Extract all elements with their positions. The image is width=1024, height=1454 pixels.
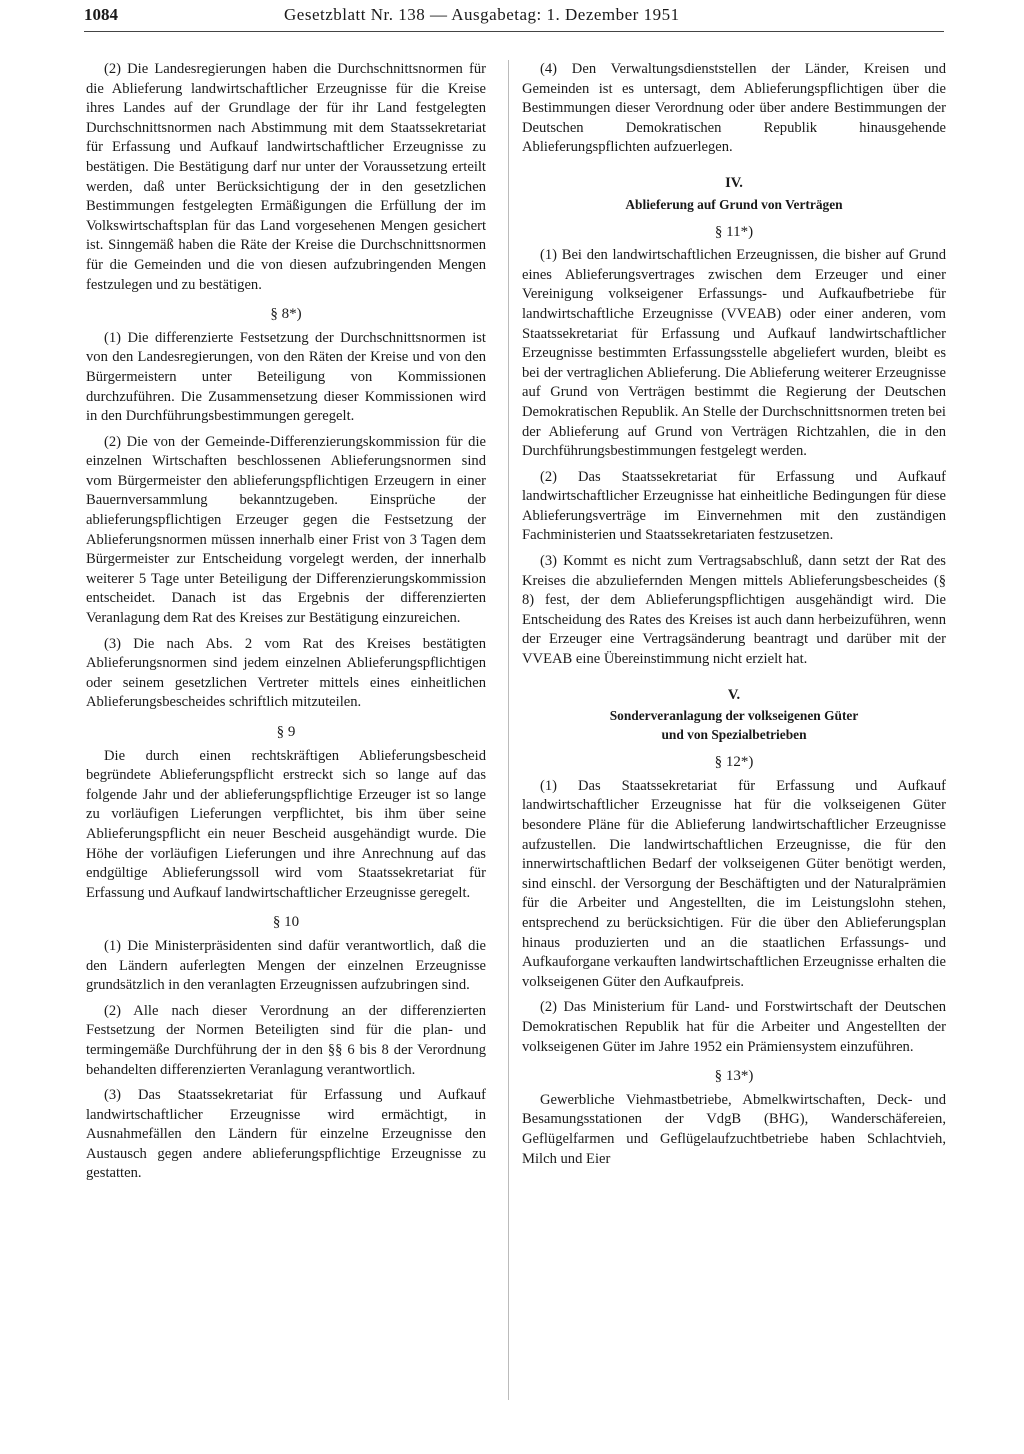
chapter-heading: Ablieferung auf Grund von Verträgen [625, 196, 843, 212]
section-heading: § 10 [272, 914, 300, 931]
paragraph: (3) Kommt es nicht zum Vertragsabschluß, dann setzt der Rat des Kreises die abzuliefernden Mengen mittels Ablieferungsbescheides (§ 8) fest, der dem Ablieferungspflichtigen ausgehändigt wird. Die Entscheidung des Rates des Kreises ist auch dann herbeizuführen, wenn der Erzeuger eine Vertragsänderung beantragt und darüber mit der VVEAB eine Übereinstimmung nicht erzielt hat. [522, 553, 946, 668]
chapter-heading-line2: und von Spezialbetrieben [661, 727, 807, 743]
paragraph: (3) Das Staatssekretariat für Erfassung und Aufkauf landwirtschaftlicher Erzeugnisse wird ermächtigt, in Ausnahmefällen den Ländern für einzelne Erzeugnisse den Austausch gegen andere ablieferungspflichtige Erzeugnisse zu gestatten. [86, 1087, 486, 1182]
paragraph: (2) Die von der Gemeinde-Differenzierungskommission für die einzelnen Wirtschaften beschlossenen Ablieferungsnormen sind vom Bürgermeister den ablieferungspflichtigen Erzeugern in einer Bauernversammlung bekanntzugeben. Einsprüche der ablieferungspflichtigen Erzeuger gegen die Festsetzung der Ablieferungsnormen müssen innerhalb einer Frist von 3 Tagen dem Bürgermeister zur Entscheidung vorgelegt werden, der innerhalb weiterer 5 Tage unter Beteiligung der Differenzierungskommission entscheidet. Danach ist das Ergebnis der differenzierten Veranlagung dem Rat des Kreises zur Bestätigung einzureichen. [86, 433, 486, 627]
chapter-number: IV. [725, 174, 743, 191]
paragraph: (2) Das Staatssekretariat für Erfassung und Aufkauf landwirtschaftlicher Erzeugnisse hat einheitliche Bedingungen für diese Ablieferungsverträge im Einvernehmen mit den zuständigen Fachministerien und Staatssekretariaten festzusetzen. [522, 468, 946, 544]
column-divider [508, 60, 509, 1400]
section-heading: § 13*) [714, 1068, 754, 1085]
paragraph: (2) Das Ministerium für Land- und Forstwirtschaft der Deutschen Demokratischen Republik hat für die Arbeiter und Angestellten der volkseigenen Güter im Jahre 1952 ein Prämiensystem einzuführen. [522, 999, 946, 1055]
paragraph: (2) Alle nach dieser Verordnung an der differenzierten Festsetzung der Normen Beteiligten sind für die plan- und termingemäße Durchführung der in den §§ 6 bis 8 der Verordnung behandelten differenzierten Veranlagung verantwortlich. [86, 1002, 486, 1078]
page-header [84, 5, 944, 32]
chapter-number: V. [727, 686, 741, 703]
right-column [522, 60, 946, 1175]
section-heading: § 11*) [714, 223, 754, 240]
paragraph: Gewerbliche Viehmastbetriebe, Abmelkwirtschaften, Deck- und Besamungsstationen der VdgB (BHG), Wanderschäfereien, Geflügelfarmen und Geflügelaufzuchtbetriebe haben Schlachtvieh, Milch und Eier [522, 1091, 946, 1167]
paragraph: (1) Das Staatssekretariat für Erfassung und Aufkauf landwirtschaftlicher Erzeugnisse hat für die volkseigenen Güter besondere Pläne für die Ablieferung landwirtschaftlicher Erzeugnisse aufzustellen. Die landwirtschaftlichen Erzeugnisse, die für den innerwirtschaftlichen Bedarf der volkseigenen Güter benötigt werden, sind einschl. der Versorgung der Beschäftigten und der Naturalprämien für die Arbeiter und Angestellten, die im Leistungslohn stehen, entsprechend zu berücksichtigen. Für die über den Ablieferungsplan hinaus produzierten und an die staatlichen Erfassungs- und Aufkauforgane verkauften landwirtschaftlichen Erzeugnisse erhalten die volkseigenen Güter den Aufkaufpreis. [522, 777, 946, 990]
chapter-heading-line1: Sonderveranlagung der volkseigenen Güter [609, 708, 859, 724]
paragraph: (3) Die nach Abs. 2 vom Rat des Kreises bestätigten Ablieferungsnormen sind jedem einzelnen Ablieferungspflichtigen oder seinem gesetzlichen Vertreter mittels eines einheitlichen Ablieferungsbescheides schriftlich mitzuteilen. [86, 635, 486, 711]
paragraph: (1) Die Ministerpräsidenten sind dafür verantwortlich, daß die den Ländern auferlegten Mengen der einzelnen Erzeugnisse grundsätzlich in den veranlagten Erzeugnissen aufzubringen sind. [86, 937, 486, 994]
section-heading: § 9 [276, 724, 296, 740]
page-number: 1084 [84, 5, 118, 24]
paragraph: Die durch einen rechtskräftigen Ablieferungsbescheid begründete Ablieferungspflicht erstreckt sich so lange auf das folgende Jahr und der ablieferungspflichtige Erzeuger ist so lange zu vorläufigen Lieferungen verpflichtet, bis ihm über seine Ablieferungspflicht ein neuer Bescheid ausgehändigt wurde. Die Höhe der vorläufigen Lieferungen und ihre Anrechnung auf das endgültige Ablieferungssoll wird vom Staatssekretariat für Erfassung und Aufkauf landwirtschaftlicher Erzeugnisse geregelt. [86, 747, 486, 901]
section-heading: § 8*) [270, 306, 302, 323]
section-heading: § 12*) [714, 754, 754, 771]
paragraph: (2) Die Landesregierungen haben die Durchschnittsnormen für die Ablieferung landwirtschaftlicher Erzeugnisse für die Kreise ihres Landes auf der Grundlage der für ihr Land festgelegten Durchschnittsnormen nach Abstimmung mit dem Staatssekretariat für Erfassung und Aufkauf landwirtschaftlicher Erzeugnisse zu bestätigen. Die Bestätigung darf nur unter der Voraussetzung erteilt werden, daß unter Berücksichtigung der in den gesetzlichen Bestimmungen festgelegten Ermäßigungen die Erfüllung der im Volkswirtschaftsplan für das Land vorgesehenen Mengen gesichert ist. Sinngemäß haben die Räte der Kreise die Durchschnittsnormen für die Gemeinden und die von diesen aufzubringenden Mengen festzulegen und zu bestätigen. [86, 61, 486, 293]
paragraph: (4) Den Verwaltungsdienststellen der Länder, Kreisen und Gemeinden ist es untersagt, dem Ablieferungspflichtigen über die Bestimmungen dieser Verordnung oder über andere Bestimmungen der Deutschen Demokratischen Republik hinausgehende Ablieferungspflichten aufzuerlegen. [522, 61, 946, 156]
paragraph: (1) Bei den landwirtschaftlichen Erzeugnissen, die bisher auf Grund eines Ablieferungsvertrages zwischen dem Erzeuger und einer Vereinigung volkseigener Erfassungs- und Aufkaufbetriebe für landwirtschaftliche Erzeugnisse (VVEAB) oder einer anderen, vom Staatssekretariat für Erfassung und Aufkauf landwirtschaftlicher Erzeugnisse bestimmten Erfassungsstelle abgeliefert wurden, bleibt es bei der vertraglichen Ablieferung. Die Ablieferung weiterer Erzeugnisse auf Grund von Verträgen bestimmt die Regierung der Deutschen Demokratischen Republik. An Stelle der Durchschnittsnormen treten bei der Ablieferung auf Grund von Verträgen Richtzahlen, die in den Durchführungsbestimmungen festgelegt werden. [522, 247, 946, 460]
paragraph: (1) Die differenzierte Festsetzung der Durchschnittsnormen ist von den Landesregierungen, von den Räten der Kreise und von den Bürgermeistern unter Beteiligung von Kommissionen durchzuführen. Die Zusammensetzung dieser Kommissionen wird in den Durchführungsbestimmungen geregelt. [86, 329, 486, 425]
gazette-title: Gesetzblatt Nr. 138 — Ausgabetag: 1. Dezember 1951 [284, 5, 680, 24]
left-column [86, 60, 486, 1190]
